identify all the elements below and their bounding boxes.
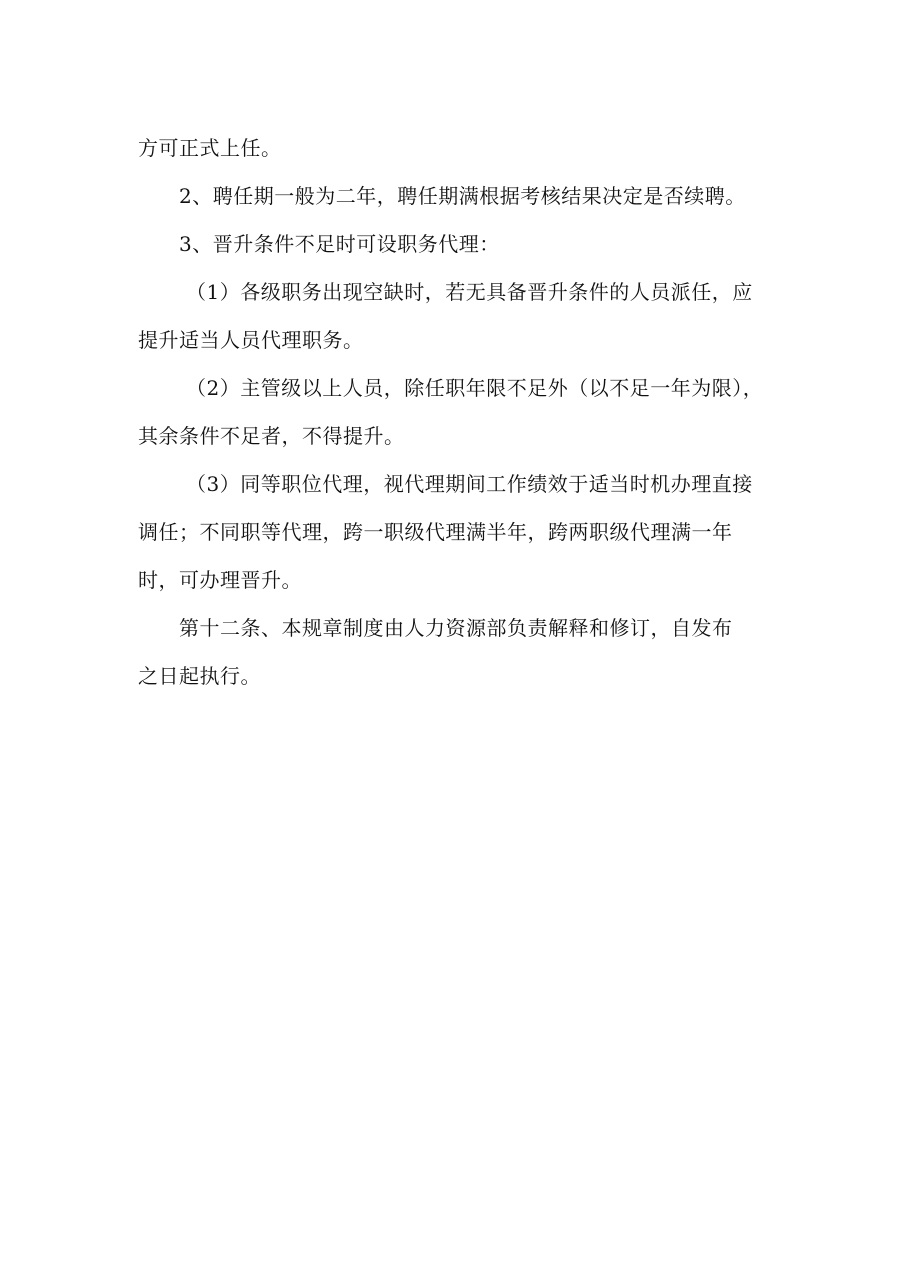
text-line: （1）各级职务出现空缺时，若无具备晋升条件的人员派任，应 [186, 280, 753, 304]
text-line: 其余条件不足者，不得提升。 [138, 424, 405, 448]
text-line: 3、晋升条件不足时可设职务代理： [179, 232, 500, 256]
text-line: 2、聘任期一般为二年，聘任期满根据考核结果决定是否续聘。 [179, 184, 746, 208]
text-line: 之日起执行。 [138, 664, 261, 688]
text-line: 第十二条、本规章制度由人力资源部负责解释和修订，自发布 [179, 616, 733, 640]
text-line: （3）同等职位代理，视代理期间工作绩效于适当时机办理直接 [186, 472, 753, 496]
text-line: 时，可办理晋升。 [138, 568, 302, 592]
text-line: （2）主管级以上人员，除任职年限不足外（以不足一年为限）， [186, 376, 764, 400]
text-line: 方可正式上任。 [138, 136, 282, 160]
text-line: 提升适当人员代理职务。 [138, 328, 364, 352]
document-body [138, 124, 783, 700]
text-line: 调任；不同职等代理，跨一职级代理满半年，跨两职级代理满一年 [138, 520, 733, 544]
